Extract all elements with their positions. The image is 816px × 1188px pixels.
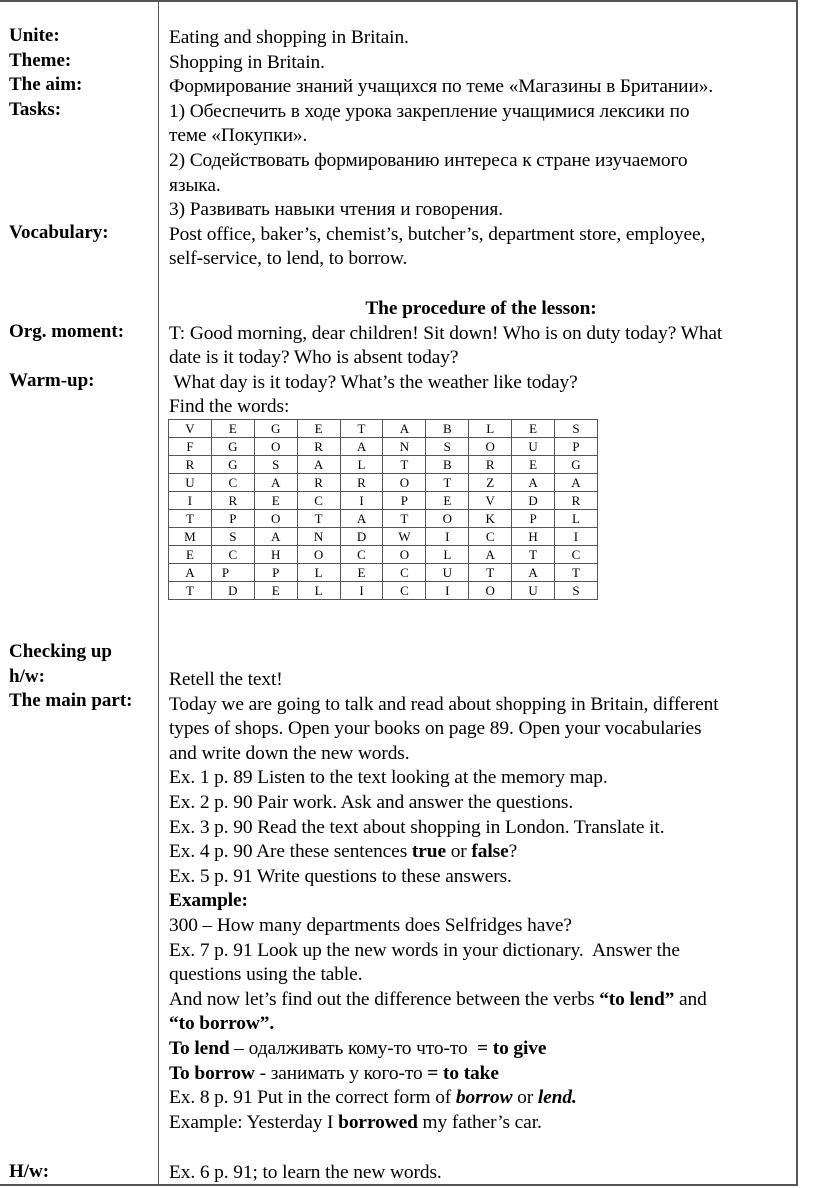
label-unite: Unite: <box>9 25 60 46</box>
grid-cell: G <box>211 438 254 456</box>
label-vocabulary: Vocabulary: <box>9 222 109 243</box>
grid-cell: O <box>383 546 426 564</box>
ex8-example-prefix: Example: Yesterday I <box>169 1111 339 1133</box>
grid-cell: I <box>169 492 212 510</box>
grid-cell: F <box>169 438 212 456</box>
grid-cell: P <box>512 510 555 528</box>
grid-cell: G <box>211 456 254 474</box>
grid-cell: H <box>512 528 555 546</box>
task-line: 2) Содействовать формированию интереса к стране изучаемого <box>169 149 688 171</box>
exercise-5: Ex. 5 p. 91 Write questions to these answers. <box>169 865 512 887</box>
grid-cell: C <box>469 528 512 546</box>
grid-cell: E <box>254 492 297 510</box>
grid-cell: G <box>555 456 598 474</box>
homework-text: Ex. 6 p. 91; to learn the new words. <box>169 1162 442 1183</box>
grid-cell: N <box>383 438 426 456</box>
grid-cell: C <box>555 546 598 564</box>
grid-cell: R <box>340 474 383 492</box>
grid-cell: I <box>426 582 469 600</box>
grid-row <box>169 582 598 600</box>
exercise-2: Ex. 2 p. 90 Pair work. Ask and answer the questions. <box>169 791 574 813</box>
grid-cell: O <box>426 510 469 528</box>
warm-up-text: What day is it today? What’s the weather like today? <box>169 371 578 393</box>
ex8-borrow: borrow <box>455 1087 513 1109</box>
grid-cell: O <box>254 510 297 528</box>
grid-cell: P <box>211 510 254 528</box>
label-checking-up-hw: h/w: <box>9 665 45 687</box>
label-aim: The aim: <box>9 74 83 96</box>
grid-cell: E <box>512 420 555 438</box>
intro-line: Today we are going to talk and read about shopping in Britain, different <box>169 693 719 715</box>
grid-cell: S <box>254 456 297 474</box>
grid-cell: Z <box>469 474 512 492</box>
exercise-3: Ex. 3 p. 90 Read the text about shopping in London. Translate it. <box>169 816 665 838</box>
label-theme: Theme: <box>9 49 72 71</box>
grid-cell: R <box>297 474 340 492</box>
ex8-example-word: borrowed <box>338 1111 418 1133</box>
task-line: 3) Развивать навыки чтения и говорения. <box>169 199 503 221</box>
difference-borrow: “to borrow”. <box>169 1013 275 1035</box>
grid-cell: S <box>211 528 254 546</box>
ex4-suffix: ? <box>508 841 518 863</box>
grid-row <box>169 546 598 564</box>
task-line: языка. <box>169 174 221 196</box>
grid-cell: L <box>297 582 340 600</box>
grid-cell: A <box>340 510 383 528</box>
grid-cell: T <box>297 510 340 528</box>
grid-cell: U <box>512 438 555 456</box>
find-words-text: Find the words: <box>169 396 290 418</box>
example-text: 300 – How many departments does Selfridges have? <box>169 914 572 936</box>
grid-cell: T <box>383 510 426 528</box>
grid-cell: L <box>426 546 469 564</box>
intro-line: types of shops. Open your books on page 89. Open your vocabularies <box>169 718 702 740</box>
lend-meaning: – одалживать кому-то что-то <box>229 1037 478 1059</box>
grid-cell: T <box>340 420 383 438</box>
vocabulary-line: Post office, baker’s, chemist’s, butcher’s, department store, employee, <box>169 223 706 245</box>
grid-cell: A <box>254 474 297 492</box>
grid-cell: T <box>169 582 212 600</box>
grid-cell: I <box>340 492 383 510</box>
grid-cell: P <box>211 564 254 582</box>
grid-row <box>169 528 598 546</box>
main-part-section <box>169 668 793 1135</box>
grid-cell: P <box>254 564 297 582</box>
task-line: теме «Покупки». <box>169 125 308 147</box>
grid-cell: E <box>211 420 254 438</box>
lend-term: To lend <box>169 1037 230 1059</box>
ex8-or: or <box>512 1087 538 1109</box>
grid-cell: T <box>169 510 212 528</box>
grid-cell: S <box>555 582 598 600</box>
grid-cell: O <box>469 582 512 600</box>
grid-row <box>169 456 598 474</box>
grid-row <box>169 438 598 456</box>
difference-line <box>169 988 793 1013</box>
ex4-or: or <box>445 841 472 863</box>
exercise-8 <box>169 1086 793 1111</box>
grid-cell: E <box>426 492 469 510</box>
grid-cell: B <box>426 456 469 474</box>
grid-cell: T <box>383 456 426 474</box>
homework-section <box>169 1161 793 1186</box>
word-search-grid <box>168 419 598 600</box>
grid-cell: L <box>469 420 512 438</box>
difference-borrow-line <box>169 1012 793 1037</box>
borrow-definition <box>169 1062 793 1087</box>
task-line: 1) Обеспечить в ходе урока закрепление учащимися лексики по <box>169 100 690 122</box>
borrow-equivalent: = to take <box>427 1062 499 1084</box>
grid-row <box>169 474 598 492</box>
grid-cell: I <box>340 582 383 600</box>
grid-cell: S <box>555 420 598 438</box>
grid-cell: L <box>555 510 598 528</box>
lend-definition <box>169 1037 793 1062</box>
grid-cell: O <box>297 546 340 564</box>
grid-cell: R <box>211 492 254 510</box>
grid-cell: A <box>383 420 426 438</box>
difference-lend: “to lend” <box>599 988 675 1010</box>
aim-text: Формирование знаний учащихся по теме «Магазины в Британии». <box>169 76 714 98</box>
grid-cell: O <box>383 474 426 492</box>
grid-cell: T <box>512 546 555 564</box>
intro-line: and write down the new words. <box>169 742 410 764</box>
grid-cell: U <box>169 474 212 492</box>
vocabulary-line: self-service, to lend, to borrow. <box>169 248 408 270</box>
org-moment-line: date is it today? Who is absent today? <box>169 347 459 369</box>
grid-cell: G <box>254 420 297 438</box>
ex8-prefix: Ex. 8 p. 91 Put in the correct form of <box>169 1087 456 1109</box>
grid-cell: A <box>340 438 383 456</box>
exercise-8-example <box>169 1111 793 1136</box>
procedure-section <box>169 297 793 420</box>
grid-cell: L <box>340 456 383 474</box>
ex8-lend: lend. <box>537 1087 577 1109</box>
grid-cell: S <box>426 438 469 456</box>
example-label-text: Example: <box>169 890 248 912</box>
label-homework: H/w: <box>9 1161 50 1182</box>
grid-cell: E <box>512 456 555 474</box>
grid-cell: R <box>297 438 340 456</box>
grid-cell: I <box>555 528 598 546</box>
grid-cell: D <box>211 582 254 600</box>
grid-cell: P <box>555 438 598 456</box>
grid-cell: L <box>297 564 340 582</box>
ex4-true: true <box>411 841 446 863</box>
label-warm-up: Warm-up: <box>9 370 95 391</box>
unite-text: Eating and shopping in Britain. <box>169 27 409 48</box>
grid-cell: C <box>340 546 383 564</box>
difference-prefix: And now let’s find out the difference between the verbs <box>169 988 600 1010</box>
exercise-7-line: questions using the table. <box>169 964 363 986</box>
grid-cell: C <box>383 564 426 582</box>
difference-and: and <box>674 988 707 1010</box>
grid-cell: T <box>426 474 469 492</box>
label-checking-up: Checking up <box>9 641 112 662</box>
grid-cell: A <box>297 456 340 474</box>
header-section <box>169 26 793 272</box>
grid-cell: D <box>340 528 383 546</box>
grid-cell: U <box>512 582 555 600</box>
grid-cell: E <box>254 582 297 600</box>
ex4-false: false <box>471 841 509 863</box>
grid-cell: E <box>169 546 212 564</box>
grid-cell: C <box>297 492 340 510</box>
exercise-7-line: Ex. 7 p. 91 Look up the new words in your dictionary. Answer the <box>169 939 680 961</box>
borrow-term: To borrow <box>169 1062 255 1084</box>
grid-cell: R <box>469 456 512 474</box>
grid-cell: O <box>469 438 512 456</box>
ex4-prefix: Ex. 4 p. 90 Are these sentences <box>169 841 412 863</box>
grid-cell: A <box>555 474 598 492</box>
theme-text: Shopping in Britain. <box>169 51 325 73</box>
grid-row <box>169 510 598 528</box>
ex8-example-suffix: my father’s car. <box>417 1111 542 1133</box>
grid-cell: E <box>297 420 340 438</box>
grid-cell: I <box>426 528 469 546</box>
grid-cell: C <box>211 546 254 564</box>
borrow-meaning: - занимать у кого-то <box>254 1062 428 1084</box>
grid-cell: P <box>383 492 426 510</box>
label-tasks: Tasks: <box>9 98 62 120</box>
grid-cell: H <box>254 546 297 564</box>
grid-cell: M <box>169 528 212 546</box>
lend-equivalent: = to give <box>477 1037 547 1059</box>
example-label <box>169 889 793 914</box>
grid-cell: R <box>169 456 212 474</box>
grid-cell: T <box>555 564 598 582</box>
grid-cell: V <box>169 420 212 438</box>
grid-cell: O <box>254 438 297 456</box>
exercise-1: Ex. 1 p. 89 Listen to the text looking at the memory map. <box>169 767 608 789</box>
grid-row <box>169 564 598 582</box>
grid-cell: A <box>512 564 555 582</box>
grid-cell: C <box>211 474 254 492</box>
grid-cell: R <box>555 492 598 510</box>
grid-cell: T <box>469 564 512 582</box>
grid-cell: K <box>469 510 512 528</box>
grid-cell: A <box>169 564 212 582</box>
grid-cell: A <box>469 546 512 564</box>
grid-cell: N <box>297 528 340 546</box>
label-org-moment: Org. moment: <box>9 321 125 342</box>
label-main-part: The main part: <box>9 690 133 712</box>
checking-hw-text: Retell the text! <box>169 669 283 690</box>
grid-cell: B <box>426 420 469 438</box>
column-divider <box>158 0 159 1186</box>
grid-cell: U <box>426 564 469 582</box>
grid-cell: A <box>512 474 555 492</box>
grid-row <box>169 420 598 438</box>
grid-cell: D <box>512 492 555 510</box>
exercise-4 <box>169 840 793 865</box>
grid-cell: A <box>254 528 297 546</box>
grid-cell: W <box>383 528 426 546</box>
grid-row <box>169 492 598 510</box>
grid-cell: V <box>469 492 512 510</box>
grid-cell: E <box>340 564 383 582</box>
procedure-title: The procedure of the lesson: <box>365 298 597 319</box>
org-moment-line: T: Good morning, dear children! Sit down! Who is on duty today? What <box>169 322 723 344</box>
grid-cell: C <box>383 582 426 600</box>
